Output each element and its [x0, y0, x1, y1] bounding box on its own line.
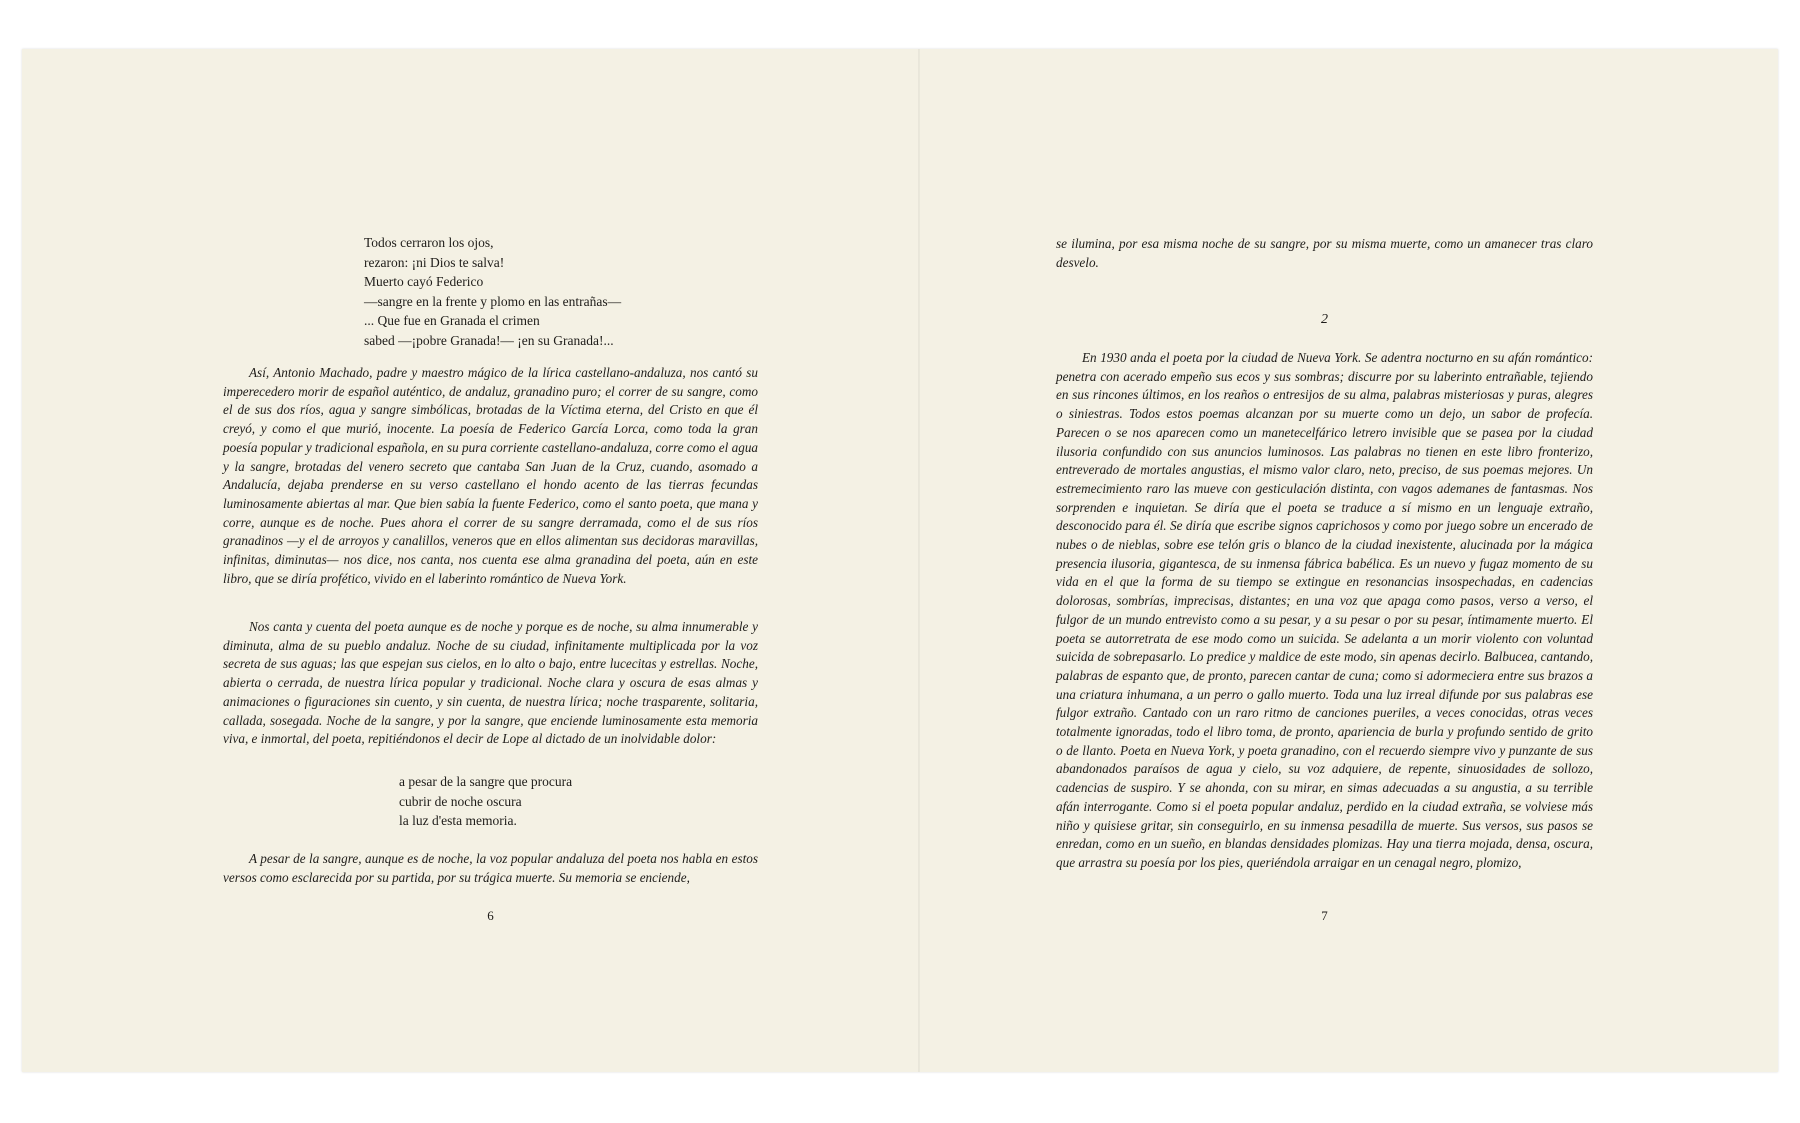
verse-line: Todos cerraron los ojos, — [364, 235, 494, 250]
verse-machado — [364, 233, 621, 350]
paragraph: se ilumina, por esa misma noche de su sangre, por su misma muerte, como un amanecer tras claro desvelo. — [1056, 236, 1593, 270]
paragraph: A pesar de la sangre, aunque es de noche, la voz popular andaluza del poeta nos habla en estos versos como esclarecida por su partida, por su trágica muerte. Su memoria se enciende, — [223, 851, 758, 885]
verse-line: —sangre en la frente y plomo en las entrañas— — [364, 293, 622, 309]
verse-line: la luz d'esta memoria. — [399, 813, 517, 828]
section-number: 2 — [1321, 312, 1328, 327]
verse-line: sabed —¡pobre Granada!— ¡en su Granada!... — [364, 332, 614, 348]
verse-line: rezaron: ¡ni Dios te salva! — [364, 254, 505, 270]
verse-lope — [399, 772, 572, 831]
verse-line: a pesar de la sangre que procura — [399, 774, 573, 789]
verse-line: Muerto cayó Federico — [364, 274, 484, 289]
verse-line: ... Que fue en Granada el crimen — [364, 313, 540, 328]
verse-line: cubrir de noche oscura — [399, 793, 522, 809]
page-number: 7 — [1321, 908, 1328, 923]
book-gutter — [918, 49, 920, 1072]
paragraph: Así, Antonio Machado, padre y maestro mágico de la lírica castellano-andaluza, nos cantó su imperecedero morir de español auténtico, de andaluz, granadino puro; el correr de su sangre, como el de sus dos ríos, agua y sangre simbólicas, brotadas de la Víctima eterna, del Cristo en que él creyó, y como el que murió, inocente. La poesía de Federico García Lorca, como toda la gran poesía popular y tradicional española, en su pura corriente castellano-andaluza, corre como el agua y la sangre, brotadas del venero secreto que cantaba San Juan de la Cruz, cuando, asomado a Andalucía, dejaba prenderse en su verso castellano el hondo acento de las tierras fecundas luminosamente abiertas al mar. Que bien sabía la fuente Federico, como el santo poeta, que mana y corre, aunque es de noche. Pues ahora el correr de su sangre derramada, como el de sus ríos granadinos —y el de arroyos y canalillos, veneros que en ellos alimentan sus decidoras maravillas, infinitas, diminutas— nos dice, nos canta, nos cuenta ese alma granadina del poeta, aún en este libro, que se diría profético, vivido en el laberinto romántico de Nueva York. — [223, 365, 758, 586]
paragraph: Nos canta y cuenta del poeta aunque es de noche y porque es de noche, su alma innumerable y diminuta, alma de su pueblo andaluz. Noche de su ciudad, infinitamente multiplicada por la voz secreta de sus aguas; las que espejan sus cielos, en lo alto o bajo, entre lucecitas y estrellas. Noche, abierta o cerrada, de nuestra lírica popular y tradicional. Noche clara y oscura de esas almas y animaciones o figuraciones sin cuento, y sin cuenta, de nuestra lírica; noche trasparente, solitaria, callada, sosegada. Noche de la sangre, y por la sangre, que enciende luminosamente esta memoria viva, e inmortal, del poeta, repitiéndonos el decir de Lope al dictado de un inolvidable dolor: — [223, 619, 758, 747]
page-number: 6 — [487, 908, 494, 923]
paragraph: En 1930 anda el poeta por la ciudad de Nueva York. Se adentra nocturno en su afán romántico: penetra con acerado empeño sus ecos y sus sombras; discurre por su laberinto entrañable, tejiendo en sus rincones últimos, en los reaños o entresijos de su alma, palabras misteriosas y puras, alegres o siniestras. Todos estos poemas alcanzan por su muerte como un dejo, un sabor de profecía. Parecen o se nos aparecen como un manetecelfárico letrero invisible que se pasea por la ciudad ilusoria confundido con sus anuncios luminosos. Las palabras no tienen en este libro fronterizo, entreverado de mortales angustias, el mismo valor claro, neto, preciso, de sus poemas mejores. Un estremecimiento raro las mueve con gesticulación distinta, con vagos ademanes de fantasmas. Nos sorprenden e inquietan. Se diría que el poeta se traduce a sí mismo en un lenguaje extraño, desconocido para él. Se diría que escribe signos caprichosos y como por juego sobre un encerado de nubes o de nieblas, sobre ese telón gris o blanco de la ciudad inexistente, alucinada por la mágica presencia ilusoria, gigantesca, de su inmensa fábrica babélica. Es un nuevo y fugaz momento de su vida en el que la forma de su tiempo se extingue en resonancias insospechadas, en cadencias dolorosas, sombrías, imprecisas, distantes; en una voz que apaga como pasos, verso a verso, el fulgor de un mundo entrevisto como a su pesar, y a su pesar o por su pesar, íntimamente muerto. El poeta se autorretrata de ese modo como un suicida. Se adelanta a un morir violento con voluntad suicida de sobrepasarlo. Lo predice y maldice de este modo, sin apenas decirlo. Balbucea, cantando, palabras de espanto que, de pronto, parecen cantar de cuna; como si adormeciera entre sus brazos a una criatura inhumana, a un perro o gallo muerto. Toda una luz irreal difunde por sus palabras ese fulgor extraño. Cantado con un raro ritmo de canciones pueriles, a veces conocidas, otras veces totalmente ignoradas, todo el libro toma, de pronto, apariencia de burla y profundo sentido de grito o de llanto. Poeta en Nueva York, y poeta granadino, con el recuerdo siempre vivo y punzante de sus abandonados paraísos de agua y cielo, su voz adquiere, de repente, sinuosidades de sollozo, cadencias de suspiro. Y se ahonda, con su mirar, en simas adecuadas a su angustia, a su terrible afán interrogante. Como si el poeta popular andaluz, perdido en la ciudad extraña, se volviese más niño y quisiese gritar, sin conseguirlo, en su inmensa pesadilla de muerte. Sus versos, sus pasos se enredan, como en un sueño, en blandas densidades plomizas. Hay una tierra mojada, densa, oscura, que arrastra su poesía por los pies, queriéndola arraigar en un cenagal negro, plomizo, — [1056, 350, 1593, 870]
